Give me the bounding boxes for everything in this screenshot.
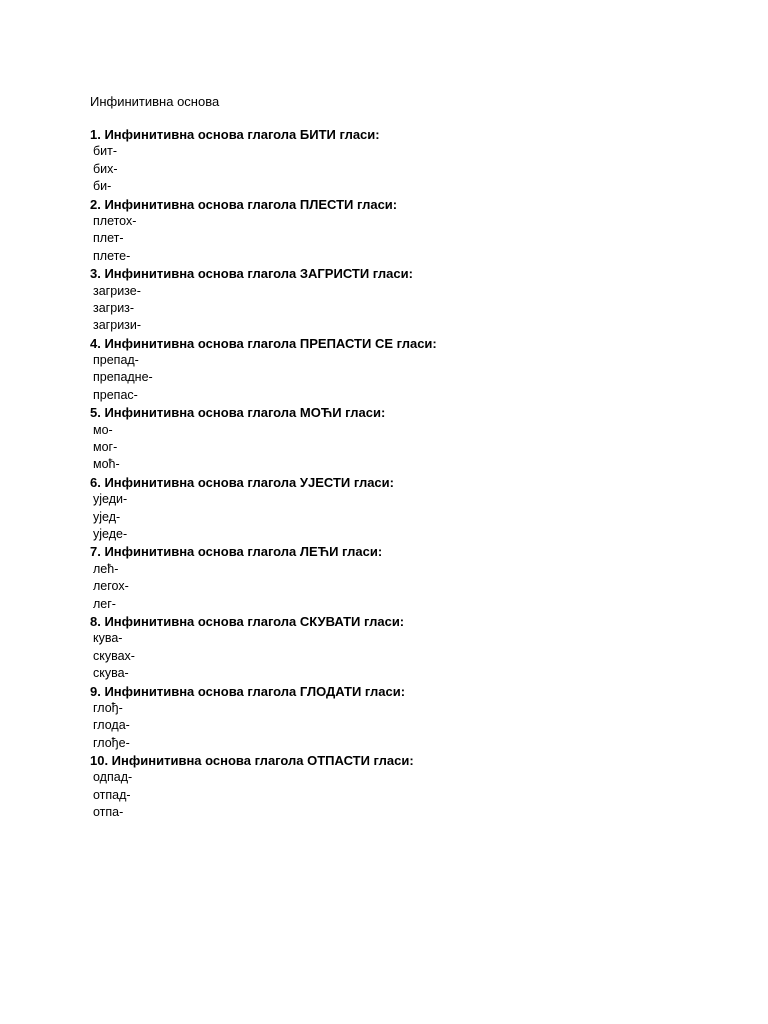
question-text: 8. Инфинитивна основа глагола СКУВАТИ гласи: [90, 613, 405, 629]
answer-option: моћ- [93, 457, 120, 472]
question-text: 9. Инфинитивна основа глагола ГЛОДАТИ гласи: [90, 683, 406, 699]
answer-option: препад- [93, 353, 139, 368]
answer-option: загризи- [93, 318, 142, 333]
answer-option: лећ- [93, 561, 119, 576]
question-text: 5. Инфинитивна основа глагола МОЋИ гласи: [90, 405, 386, 421]
question-4 [90, 335, 730, 405]
question-text: 3. Инфинитивна основа глагола ЗАГРИСТИ гласи: [90, 266, 413, 282]
question-text: 4. Инфинитивна основа глагола ПРЕПАСТИ СЕ гласи: [90, 335, 437, 351]
answer-option: плете- [93, 248, 131, 263]
question-list [90, 126, 730, 822]
answer-option: мог- [93, 440, 118, 455]
document-title: Инфинитивна основа [90, 94, 220, 109]
question-8 [90, 613, 730, 683]
answer-option: препас- [93, 387, 138, 402]
document-page [90, 92, 730, 822]
question-9 [90, 683, 730, 753]
question-3 [90, 265, 730, 335]
question-5 [90, 404, 730, 474]
answer-option: загриз- [93, 300, 135, 315]
answer-option: глода- [93, 718, 130, 733]
option-list [90, 422, 730, 474]
question-text: 6. Инфинитивна основа глагола УЈЕСТИ гласи: [90, 474, 394, 490]
question-text: 10. Инфинитивна основа глагола ОТПАСТИ гласи: [90, 753, 414, 769]
question-10 [90, 752, 730, 822]
option-list [90, 769, 730, 821]
answer-option: плетох- [93, 213, 137, 228]
option-list [90, 352, 730, 404]
question-text: 2. Инфинитивна основа глагола ПЛЕСТИ гласи: [90, 196, 398, 212]
answer-option: бих- [93, 161, 118, 176]
answer-option: препадне- [93, 370, 153, 385]
answer-option: мо- [93, 422, 113, 437]
answer-option: кува- [93, 631, 123, 646]
answer-option: ујед- [93, 509, 121, 524]
answer-option: глођ- [93, 700, 123, 715]
answer-option: лег- [93, 596, 116, 611]
option-list [90, 143, 730, 195]
option-list [90, 283, 730, 335]
option-list [90, 213, 730, 265]
answer-option: би- [93, 179, 112, 194]
answer-option: уједи- [93, 492, 128, 507]
answer-option: уједе- [93, 526, 128, 541]
answer-option: плет- [93, 231, 124, 246]
question-7 [90, 543, 730, 613]
answer-option: бит- [93, 144, 118, 159]
answer-option: отпа- [93, 805, 124, 820]
question-text: 7. Инфинитивна основа глагола ЛЕЋИ гласи: [90, 544, 383, 560]
answer-option: загризе- [93, 283, 141, 298]
answer-option: глође- [93, 735, 130, 750]
option-list [90, 700, 730, 752]
option-list [90, 491, 730, 543]
question-6 [90, 474, 730, 544]
answer-option: отпад- [93, 787, 131, 802]
question-2 [90, 196, 730, 266]
option-list [90, 561, 730, 613]
answer-option: скува- [93, 666, 129, 681]
question-1 [90, 126, 730, 196]
answer-option: скувах- [93, 648, 135, 663]
answer-option: легох- [93, 579, 129, 594]
option-list [90, 630, 730, 682]
question-text: 1. Инфинитивна основа глагола БИТИ гласи: [90, 127, 380, 142]
answer-option: одпад- [93, 770, 133, 785]
